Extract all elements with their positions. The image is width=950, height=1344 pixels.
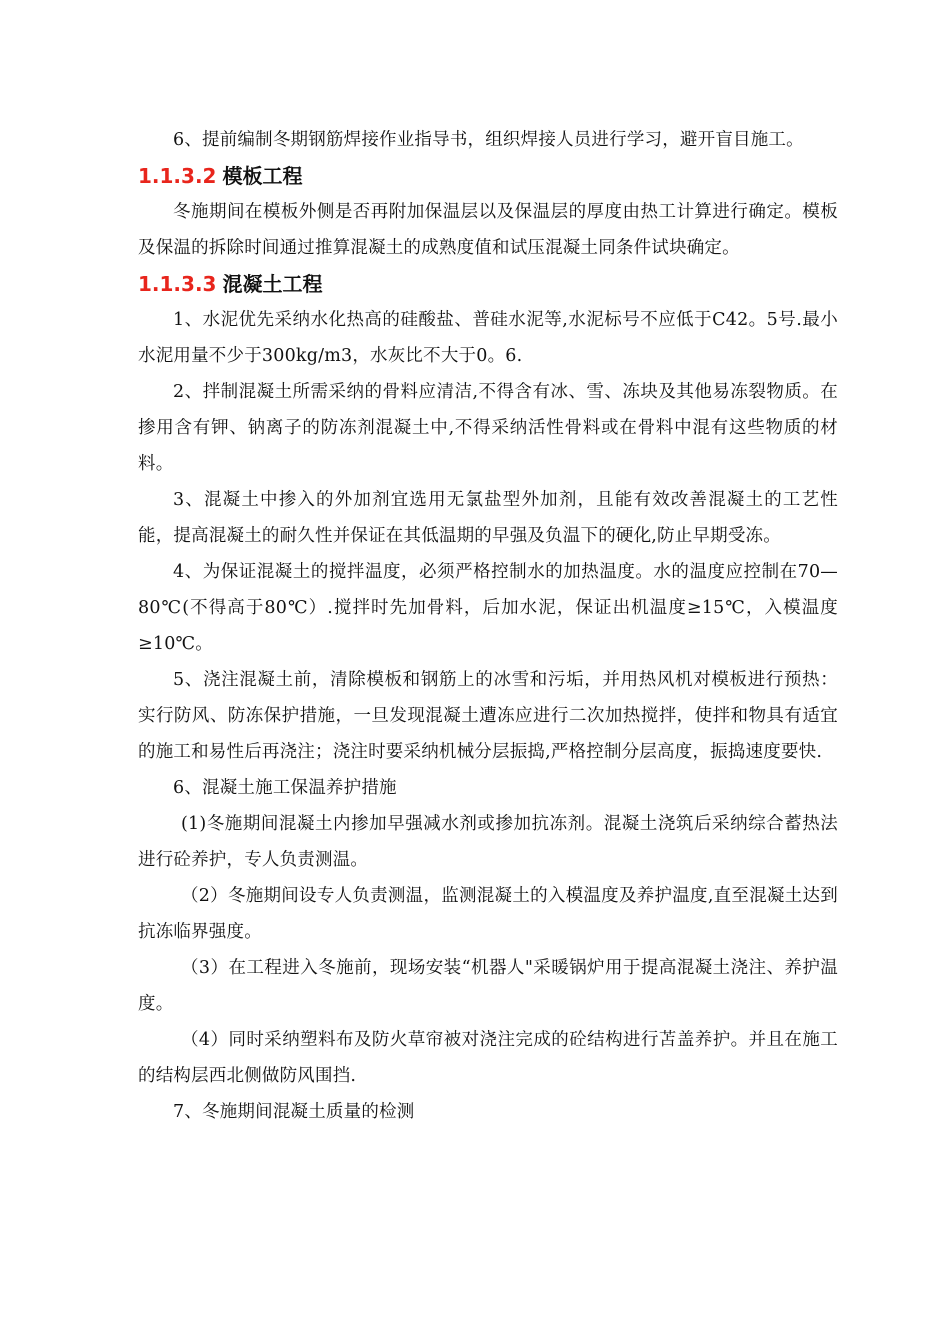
paragraph-admixture: 3、混凝土中掺入的外加剂宜选用无氯盐型外加剂，且能有效改善混凝土的工艺性能，提高混凝土的耐久性并保证在其低温期的早强及负温下的硬化,防止早期受冻。 — [138, 490, 838, 546]
paragraph-formwork: 冬施期间在模板外侧是否再附加保温层以及保温层的厚度由热工计算进行确定。模板及保温的拆除时间通过推算混凝土的成熟度值和试压混凝土同条件试块确定。 — [138, 202, 838, 258]
paragraph-rebar-welding-guide: 6、提前编制冬期钢筋焊接作业指导书，组织焊接人员进行学习，避开盲目施工。 — [173, 130, 804, 150]
paragraph-curing-1: (1)冬施期间混凝土内掺加早强减水剂或掺加抗冻剂。混凝土浇筑后采纳综合蓄热法进行砼养护，专人负责测温。 — [138, 814, 838, 870]
section-title: 模板工程 — [222, 164, 303, 188]
paragraph-curing-3: （3）在工程进入冬施前，现场安装“机器人"采暖锅炉用于提高混凝土浇注、养护温度。 — [138, 958, 838, 1014]
document-body — [138, 122, 838, 1130]
section-heading-formwork — [138, 158, 838, 194]
paragraph-curing-2: （2）冬施期间设专人负责测温，监测混凝土的入模温度及养护温度,直至混凝土达到抗冻临界强度。 — [138, 886, 838, 942]
paragraph-aggregate: 2、拌制混凝土所需采纳的骨料应清洁,不得含有冰、雪、冻块及其他易冻裂物质。在掺用含有钾、钠离子的防冻剂混凝土中,不得采纳活性骨料或在骨料中混有这些物质的材料。 — [138, 382, 838, 474]
paragraph-mixing-temperature: 4、为保证混凝土的搅拌温度，必须严格控制水的加热温度。水的温度应控制在70—80℃(不得高于80℃）.搅拌时先加骨料，后加水泥，保证出机温度≥15℃，入模温度≥10℃。 — [138, 562, 838, 654]
section-heading-concrete — [138, 266, 838, 302]
section-title: 混凝土工程 — [222, 272, 323, 296]
paragraph-cement: 1、水泥优先采纳水化热高的硅酸盐、普硅水泥等,水泥标号不应低于C42。5号.最小水泥用量不少于300kg/m3，水灰比不大于0。6. — [138, 310, 838, 366]
paragraph-curing-heading: 6、混凝土施工保温养护措施 — [173, 778, 397, 798]
section-number: 1.1.3.2 — [138, 164, 217, 188]
paragraph-curing-4: （4）同时采纳塑料布及防火草帘被对浇注完成的砼结构进行苫盖养护。并且在施工的结构层西北侧做防风围挡. — [138, 1030, 838, 1086]
paragraph-quality-inspection: 7、冬施期间混凝土质量的检测 — [173, 1102, 415, 1122]
section-number: 1.1.3.3 — [138, 272, 217, 296]
paragraph-pouring: 5、浇注混凝土前，清除模板和钢筋上的冰雪和污垢，并用热风机对模板进行预热：实行防风、防冻保护措施，一旦发现混凝土遭冻应进行二次加热搅拌，使拌和物具有适宜的施工和易性后再浇注；浇注时要采纳机械分层振捣,严格控制分层高度，振捣速度要快. — [138, 670, 838, 762]
